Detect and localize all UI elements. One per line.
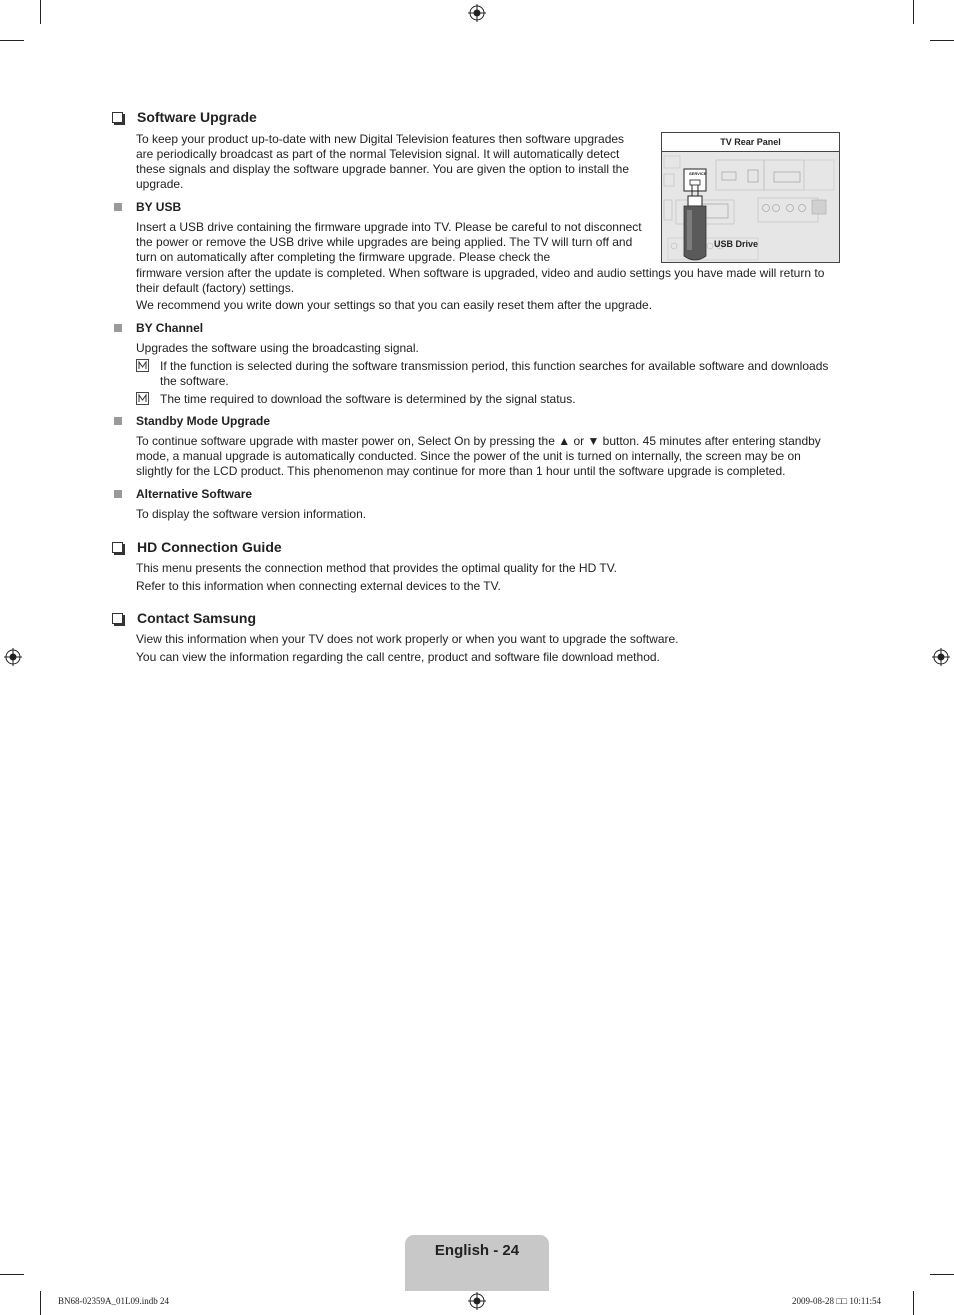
file-info: BN68-02359A_01L09.indb 24 [58, 1296, 169, 1306]
section-heading-software-upgrade [112, 109, 257, 125]
square-bullet-icon [114, 324, 122, 332]
by-usb-recommendation: We recommend you write down your settings so that you can easily reset them after the upgrade. [136, 298, 653, 312]
contact-text-2: You can view the information regarding the call centre, product and software file download method. [136, 650, 660, 664]
checkbox-bullet-icon [112, 613, 123, 624]
crop-mark [913, 1291, 914, 1315]
square-bullet-icon [114, 203, 122, 211]
crop-mark [40, 1291, 41, 1315]
note-item [136, 392, 840, 407]
section-heading-hd-connection-guide [112, 539, 282, 555]
subheading-title: BY USB [136, 200, 182, 214]
crop-mark [913, 0, 914, 24]
checkbox-bullet-icon [112, 542, 123, 553]
note-text: If the function is selected during the software transmission period, this function searches for available software and downloads the software. [160, 359, 829, 388]
note-icon [136, 359, 149, 372]
print-timestamp: 2009-08-28 □□ 10:11:54 [792, 1296, 882, 1306]
section-heading-contact-samsung [112, 610, 256, 626]
square-bullet-icon [114, 490, 122, 498]
tv-rear-panel-diagram [661, 132, 840, 263]
by-usb-text-continued: firmware version after the update is completed. When software is upgraded, video and audio settings you have made will return to their default (factory) settings. [136, 266, 825, 295]
software-upgrade-intro: To keep your product up-to-date with new Digital Television features then software upgrades are periodically broadcast as part of the normal Television signal. It will automatically detect these signals and display the software upgrade banner. You are given the option to install the upgrade. [136, 132, 630, 191]
subheading-title: Standby Mode Upgrade [136, 414, 271, 428]
contact-text: View this information when your TV does not work properly or when you want to upgrade the software. [136, 632, 679, 646]
hd-guide-text-2: Refer to this information when connecting external devices to the TV. [136, 579, 501, 593]
usb-port-label: SERVICE [689, 171, 707, 176]
standby-mode-text: To continue software upgrade with master power on, Select On by pressing the ▲ or ▼ button. 45 minutes after entering standby mode, a manual upgrade is automatically conducted. Since the power of the unit is turned on internally, the screen may be on slightly for the LCD product. This phenomenon may continue for more than 1 hour until the software upgrade is completed. [136, 434, 821, 478]
by-channel-text: Upgrades the software using the broadcasting signal. [136, 341, 419, 355]
usb-drive-label: USB Drive [714, 239, 759, 249]
hd-guide-text: This menu presents the connection method that provides the optimal quality for the HD TV. [136, 561, 617, 575]
registration-mark-icon [4, 648, 22, 666]
registration-mark-icon [468, 1292, 486, 1310]
crop-mark [0, 1274, 24, 1275]
subheading-by-usb [114, 200, 181, 214]
section-title: Contact Samsung [137, 610, 257, 626]
crop-mark [930, 40, 954, 41]
subheading-standby-mode-upgrade [114, 414, 270, 428]
subheading-alternative-software [114, 487, 252, 501]
crop-mark [40, 0, 41, 24]
subheading-by-channel [114, 321, 203, 335]
diagram-title: TV Rear Panel [720, 137, 781, 147]
crop-mark [930, 1274, 954, 1275]
note-text: The time required to download the software is determined by the signal status. [160, 392, 576, 406]
by-usb-text: Insert a USB drive containing the firmware upgrade into TV. Please be careful to not disconnect the power or remove the USB drive while upgrades are being applied. The TV will turn off and turn on automatically after completing the firmware upgrade. Please check the [136, 220, 642, 264]
subheading-title: BY Channel [136, 321, 204, 335]
page-number-tab [405, 1235, 549, 1291]
section-title: HD Connection Guide [137, 539, 282, 555]
square-bullet-icon [114, 417, 122, 425]
crop-mark [0, 40, 24, 41]
alternative-software-text: To display the software version information. [136, 507, 367, 521]
page-number: English - 24 [434, 1242, 520, 1259]
registration-mark-icon [468, 4, 486, 22]
subheading-title: Alternative Software [136, 487, 253, 501]
note-item [136, 359, 840, 389]
section-title: Software Upgrade [137, 109, 257, 125]
checkbox-bullet-icon [112, 112, 123, 123]
registration-mark-icon [932, 648, 950, 666]
note-icon [136, 392, 149, 405]
